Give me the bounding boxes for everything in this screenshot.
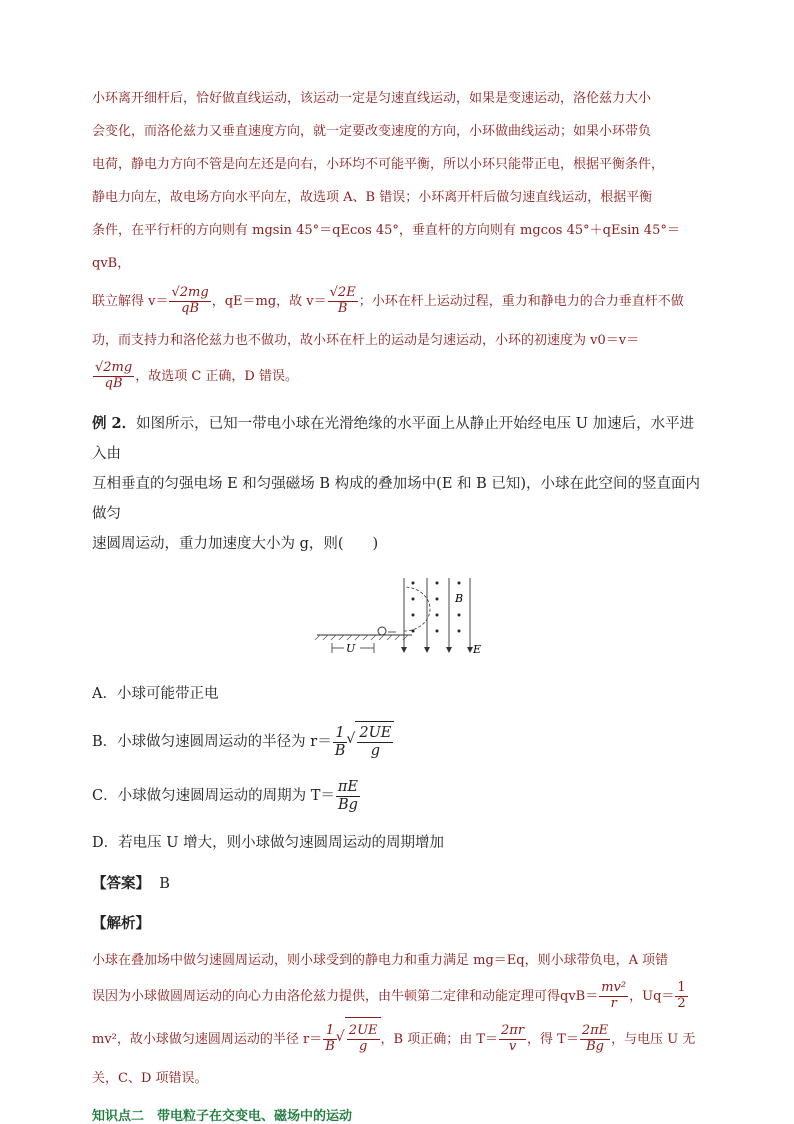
text-segment: ，故选项 C 正确，D 错误。 — [135, 369, 298, 384]
fraction-numerator: 2πr — [501, 1023, 525, 1039]
fraction-denominator: Bg — [586, 1039, 604, 1054]
text-line: 静电力向左，故电场方向水平向左，故选项 A、B 错误；小环离开杆后做匀速直线运动，根据平衡 — [92, 190, 653, 205]
answer-label: 【答案】 — [92, 875, 150, 892]
fraction-numerator: √2E — [329, 285, 356, 301]
square-root — [345, 1017, 381, 1062]
text-segment: C．小球做匀速圆周运动的周期为 T＝ — [92, 788, 335, 804]
fraction — [323, 1024, 337, 1055]
fraction-denominator: 2 — [677, 996, 686, 1011]
option-d: D．若电压 U 增大，则小球做匀速圆周运动的周期增加 — [92, 835, 445, 851]
fraction-denominator: B — [334, 742, 346, 759]
fraction-denominator: g — [370, 742, 381, 759]
fraction — [499, 1024, 526, 1055]
text-line: 电荷，静电力方向不管是向左还是向右，小环均不可能平衡，所以小环只能带正电，根据平衡条件， — [92, 157, 665, 172]
fraction-numerator: √2mg — [95, 360, 133, 376]
text-segment: ，得 T＝ — [527, 1032, 579, 1047]
text-segment: ，与电压 U 无 — [611, 1032, 696, 1047]
text-segment: 误因为小球做圆周运动的向心力由洛伦兹力提供，由牛顿第二定律和动能定理可得qvB＝ — [92, 989, 599, 1004]
fraction-denominator: v — [508, 1039, 517, 1054]
fraction-denominator: qB — [181, 301, 200, 316]
answer-value: B — [159, 876, 170, 892]
fraction — [675, 981, 687, 1012]
fraction — [336, 779, 360, 813]
example-2-question — [92, 409, 704, 559]
document-page — [92, 82, 704, 1124]
physics-figure — [312, 573, 487, 663]
text-segment: ；小环在杆上运动过程，重力和静电力的合力垂直杆不做 — [358, 294, 684, 309]
option-c — [92, 776, 704, 816]
fraction-numerator: √ 2UE — [348, 1023, 378, 1039]
text-segment: ，B 项正确；由 T＝ — [380, 1032, 499, 1047]
fraction — [333, 725, 348, 759]
option-b — [92, 721, 704, 762]
field-diagram — [312, 573, 487, 663]
options — [92, 681, 704, 856]
label-b: B — [455, 592, 464, 605]
fraction-numerator: mv² — [601, 980, 627, 996]
fraction — [93, 361, 134, 392]
fraction — [347, 1024, 380, 1055]
text-line: 小球在叠加场中做匀速圆周运动，则小球受到的静电力和重力满足 mg＝Eq，则小球带负电，A 项错 — [92, 953, 669, 968]
fraction-numerator: √2mg — [171, 285, 209, 301]
fraction — [328, 286, 358, 317]
text-line: 条件，在平行杆的方向则有 mgsin 45°＝qEcos 45°，垂直杆的方向则有 mgcos 45°＋qEsin 45°＝qvB， — [92, 223, 680, 271]
text-segment: ，qE＝mg，故 v＝ — [211, 294, 327, 309]
fraction-denominator: Bg — [337, 796, 358, 813]
label-u: U — [346, 642, 356, 655]
fraction — [169, 286, 210, 317]
fraction-denominator: g — [358, 1039, 368, 1054]
text-line: 功，而支持力和洛伦兹力也不做功，故小环在杆上的运动是匀速运动，小环的初速度为 v0＝v＝ — [92, 333, 640, 348]
analysis-label-line — [92, 912, 704, 936]
example-label: 例 2． — [92, 415, 137, 432]
fraction-denominator: qB — [104, 376, 123, 391]
text-segment: ，Uq＝ — [629, 989, 675, 1004]
fraction-denominator: B — [325, 1039, 335, 1054]
text-segment: 如图所示，已知一带电小球在光滑绝缘的水平面上从静止开始经电压 U 加速后，水平进入由 — [92, 416, 695, 462]
text-line: 会变化，而洛伦兹力又垂直速度方向，就一定要改变速度的方向，小环做曲线运动；如果小环带负 — [92, 124, 652, 139]
label-e: E — [473, 643, 482, 656]
fraction-denominator: r — [610, 996, 617, 1011]
section-heading: 知识点二 带电粒子在交变电、磁场中的运动 — [92, 1109, 353, 1124]
text-line — [92, 280, 704, 324]
charged-ball — [378, 627, 386, 635]
text-line: 关，C、D 项错误。 — [92, 1071, 208, 1086]
fraction-denominator: B — [337, 301, 348, 316]
text-line: 小环离开细杆后，恰好做直线运动，该运动一定是匀速直线运动，如果是变速运动，洛伦兹力大小 — [92, 91, 652, 106]
circular-path — [404, 587, 430, 631]
solution-paragraph-1 — [92, 82, 704, 397]
square-root — [355, 721, 394, 762]
text-line — [92, 1017, 704, 1062]
fraction-numerator: 1 — [323, 1024, 337, 1040]
fraction-numerator: 1 — [677, 980, 686, 996]
option-a: A．小球可能带正电 — [92, 686, 219, 702]
text-segment: 联立解得 v＝ — [92, 294, 169, 309]
fraction-numerator: 2πE — [581, 1023, 609, 1039]
fraction — [599, 981, 628, 1012]
fraction — [580, 1024, 610, 1055]
text-line — [92, 357, 704, 397]
text-line — [92, 977, 704, 1017]
question-line: 速圆周运动，重力加速度大小为 g，则( ) — [92, 536, 379, 552]
analysis-label: 【解析】 — [92, 915, 150, 932]
text-segment: mv²，故小球做匀速圆周运动的半径 r＝ — [92, 1032, 323, 1047]
fraction-numerator: √ 2UE — [359, 724, 392, 741]
fraction-numerator: πE — [337, 778, 358, 795]
solution-paragraph-2 — [92, 944, 704, 1095]
fraction — [357, 725, 393, 759]
text-segment: B．小球做匀速圆周运动的半径为 r＝ — [92, 734, 332, 750]
question-line: 互相垂直的匀强电场 E 和匀强磁场 B 构成的叠加场中(E 和 B 已知)，小球在此空间的竖直面内做匀 — [92, 476, 701, 522]
fraction-numerator: 1 — [333, 725, 348, 743]
question-line — [92, 409, 704, 469]
answer-line — [92, 872, 704, 896]
